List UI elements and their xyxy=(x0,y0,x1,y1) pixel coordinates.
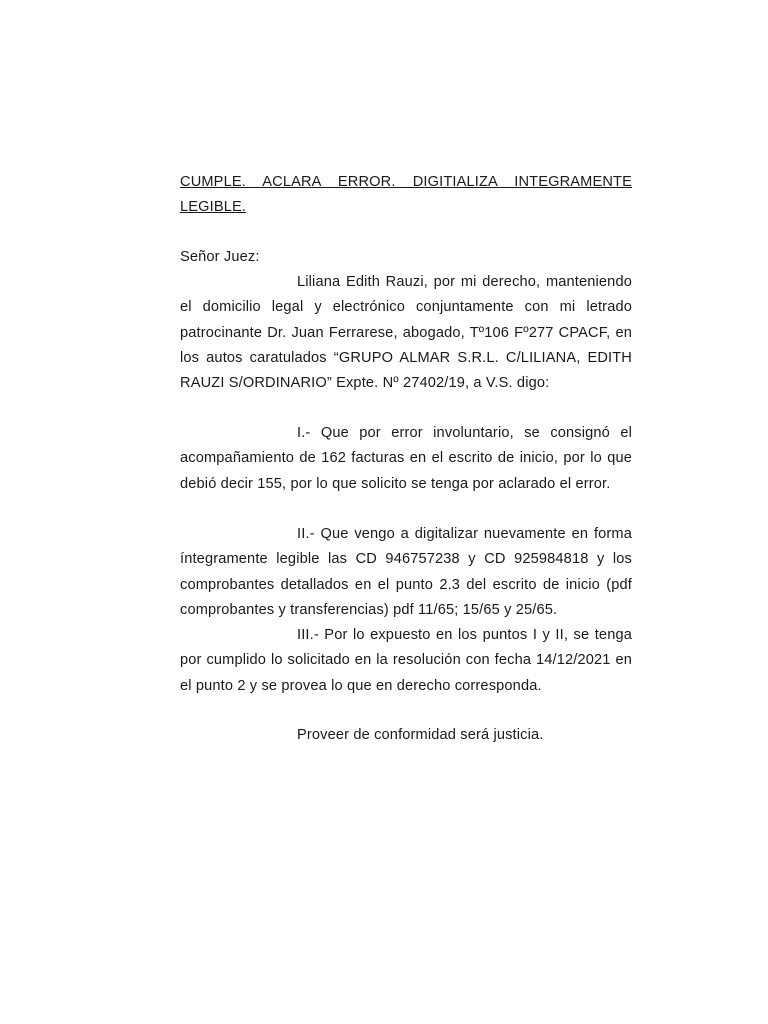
paragraph-iii: III.- Por lo expuesto en los puntos I y II, se tenga por cumplido lo solicitado en la resolución con fecha 14/12/2021 en el punto 2 y se provea lo que en derecho corresponda. xyxy=(180,627,632,694)
paragraph-i: I.- Que por error involuntario, se consignó el acompañamiento de 162 facturas en el escrito de inicio, por lo que debió decir 155, por lo que solicito se tenga por aclarado el error. xyxy=(180,425,632,492)
intro-paragraph: Liliana Edith Rauzi, por mi derecho, manteniendo el domicilio legal y electrónico conjuntamente con mi letrado patrocinante Dr. Juan Ferrarese, abogado, Tº106 Fº277 CPACF, en los autos caratulados “GRUPO ALMAR S.R.L. C/LILIANA, EDITH RAUZI S/ORDINARIO” Expte. Nº 27402/19, a V.S. digo: xyxy=(180,274,632,392)
document-title: CUMPLE. ACLARA ERROR. DIGITIALIZA INTEGRAMENTE LEGIBLE. xyxy=(180,174,632,216)
salutation: Señor Juez: xyxy=(180,249,260,265)
paragraph-ii: II.- Que vengo a digitalizar nuevamente en forma íntegramente legible las CD 946757238 y CD 925984818 y los comprobantes detallados en el punto 2.3 del escrito de inicio (pdf comprobantes y transferencias) pdf 11/65; 15/65 y 25/65. xyxy=(180,526,632,618)
closing-line: Proveer de conformidad será justicia. xyxy=(297,727,544,743)
